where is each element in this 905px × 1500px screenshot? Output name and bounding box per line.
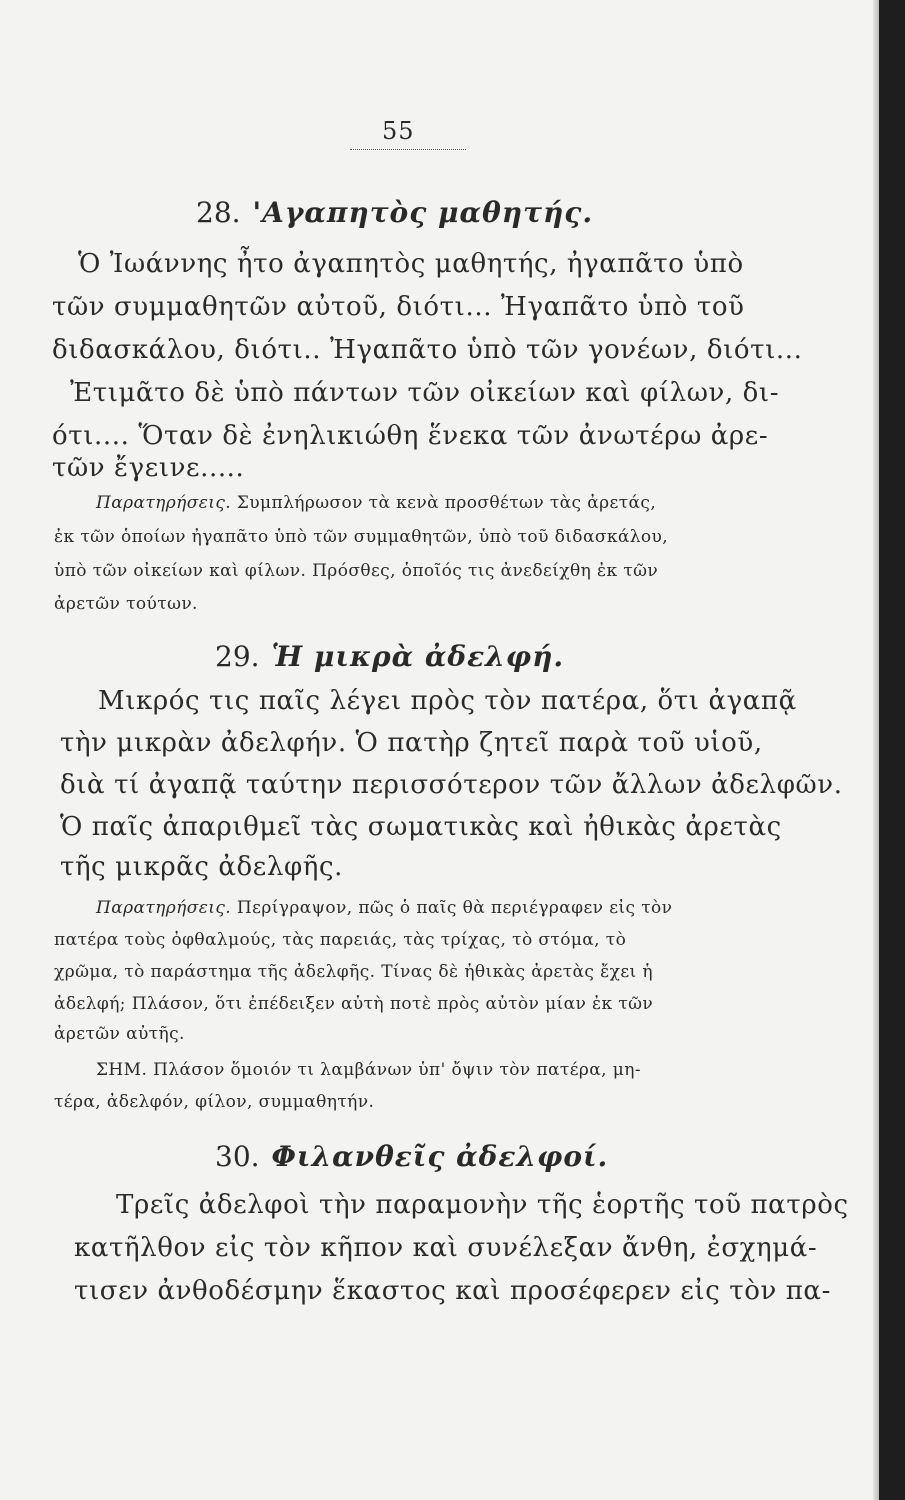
section-29-number: 29. (215, 640, 260, 673)
s29-note-line-4: ἀδελφή; Πλάσον, ὅτι ἐπέδειξεν αὐτὴ ποτὲ πρὸς αὐτὸν μίαν ἐκ τῶν (54, 994, 654, 1014)
section-28-title: 'Αγαπητὸς μαθητής. (252, 196, 594, 229)
s28-note-label: Παρατηρήσεις. (96, 493, 232, 513)
s28-note-line-2: ἐκ τῶν ὁποίων ἠγαπᾶτο ὑπὸ τῶν συμμαθητῶν, ὑπὸ τοῦ διδασκάλου, (54, 527, 669, 547)
s28-note-first-line: Συμπλήρωσον τὰ κενὰ προσθέτων τὰς ἀρετάς, (236, 493, 657, 513)
s29-note-line-1 (96, 898, 672, 918)
page-number-rule (350, 149, 466, 150)
s29-remark-first-line: Πλάσον ὅμοιόν τι λαμβάνων ὑπ' ὄψιν τὸν πατέρα, μη- (153, 1060, 641, 1080)
s29-note-first-line: Περίγραψον, πῶς ὁ παῖς θὰ περιέγραφεν εἰς τὸν (236, 898, 673, 918)
s29-line-2: τὴν μικρὰν ἀδελφήν. Ὁ πατὴρ ζητεῖ παρὰ τοῦ υἱοῦ, (60, 728, 763, 758)
s28-note-line-4: ἀρετῶν τούτων. (54, 594, 198, 614)
book-page (44, 0, 849, 1500)
s28-line-2: τῶν συμμαθητῶν αὐτοῦ, διότι... Ἠγαπᾶτο ὑπὸ τοῦ (52, 292, 745, 322)
section-29-heading (215, 640, 564, 673)
s29-note-line-3: χρῶμα, τὸ παράστημα τῆς ἀδελφῆς. Τίνας δὲ ἠθικὰς ἀρετὰς ἔχει ἡ (54, 962, 654, 982)
s28-note-line-3: ὑπὸ τῶν οἰκείων καὶ φίλων. Πρόσθες, ὁποῖός τις ἀνεδείχθη ἐκ τῶν (54, 561, 659, 581)
section-30-number: 30. (215, 1140, 260, 1173)
s28-line-3: διδασκάλου, διότι.. Ἠγαπᾶτο ὑπὸ τῶν γονέων, διότι... (52, 335, 803, 365)
s30-line-3: τισεν ἀνθοδέσμην ἕκαστος καὶ προσέφερεν εἰς τὸν πα- (74, 1276, 831, 1306)
page-number: 55 (382, 117, 415, 145)
section-30-title: Φιλανθεῖς ἀδελφοί. (271, 1140, 609, 1173)
scan-edge (879, 0, 905, 1500)
section-29-title: Ἡ μικρὰ ἀδελφή. (271, 640, 565, 673)
page-edge-shadow (873, 0, 879, 1500)
section-28-number: 28. (196, 196, 241, 229)
s29-note-line-2: πατέρα τοὺς ὀφθαλμούς, τὰς παρειάς, τὰς τρίχας, τὸ στόμα, τὸ (54, 930, 627, 950)
s28-line-5: ότι.... Ὅταν δὲ ἐνηλικιώθη ἕνεκα τῶν ἀνωτέρω ἀρε- (52, 421, 769, 451)
section-28-heading (196, 196, 593, 229)
s29-remark-label: ΣΗΜ. (96, 1060, 148, 1080)
s28-line-6: τῶν ἔγεινε..... (52, 453, 245, 483)
s28-note-line-1 (96, 493, 656, 513)
s28-line-1: Ὁ Ἰωάννης ἦτο ἀγαπητὸς μαθητής, ἠγαπᾶτο ὑπὸ (78, 249, 744, 279)
s29-line-1: Μικρός τις παῖς λέγει πρὸς τὸν πατέρα, ὅτι ἀγαπᾷ (98, 686, 797, 716)
s29-remark-line-2: τέρα, ἀδελφόν, φίλον, συμμαθητήν. (54, 1092, 375, 1112)
s29-line-5: τῆς μικρᾶς ἀδελφῆς. (60, 852, 343, 882)
s30-line-2: κατῆλθον εἰς τὸν κῆπον καὶ συνέλεξαν ἄνθη, ἐσχημά- (74, 1233, 818, 1263)
s29-note-label: Παρατηρήσεις. (96, 898, 232, 918)
s29-line-3: διὰ τί ἀγαπᾷ ταύτην περισσότερον τῶν ἄλλων ἀδελφῶν. (60, 770, 843, 800)
s29-line-4: Ὁ παῖς ἀπαριθμεῖ τὰς σωματικὰς καὶ ἠθικὰς ἀρετὰς (60, 812, 782, 842)
section-30-heading (215, 1140, 608, 1173)
s28-line-4: Ἐτιμᾶτο δὲ ὑπὸ πάντων τῶν οἰκείων καὶ φίλων, δι- (70, 378, 780, 408)
s30-line-1: Τρεῖς ἀδελφοὶ τὴν παραμονὴν τῆς ἑορτῆς τοῦ πατρὸς (116, 1190, 849, 1220)
s29-note-line-5: ἀρετῶν αὐτῆς. (54, 1024, 185, 1044)
s29-remark-line-1 (96, 1060, 641, 1080)
